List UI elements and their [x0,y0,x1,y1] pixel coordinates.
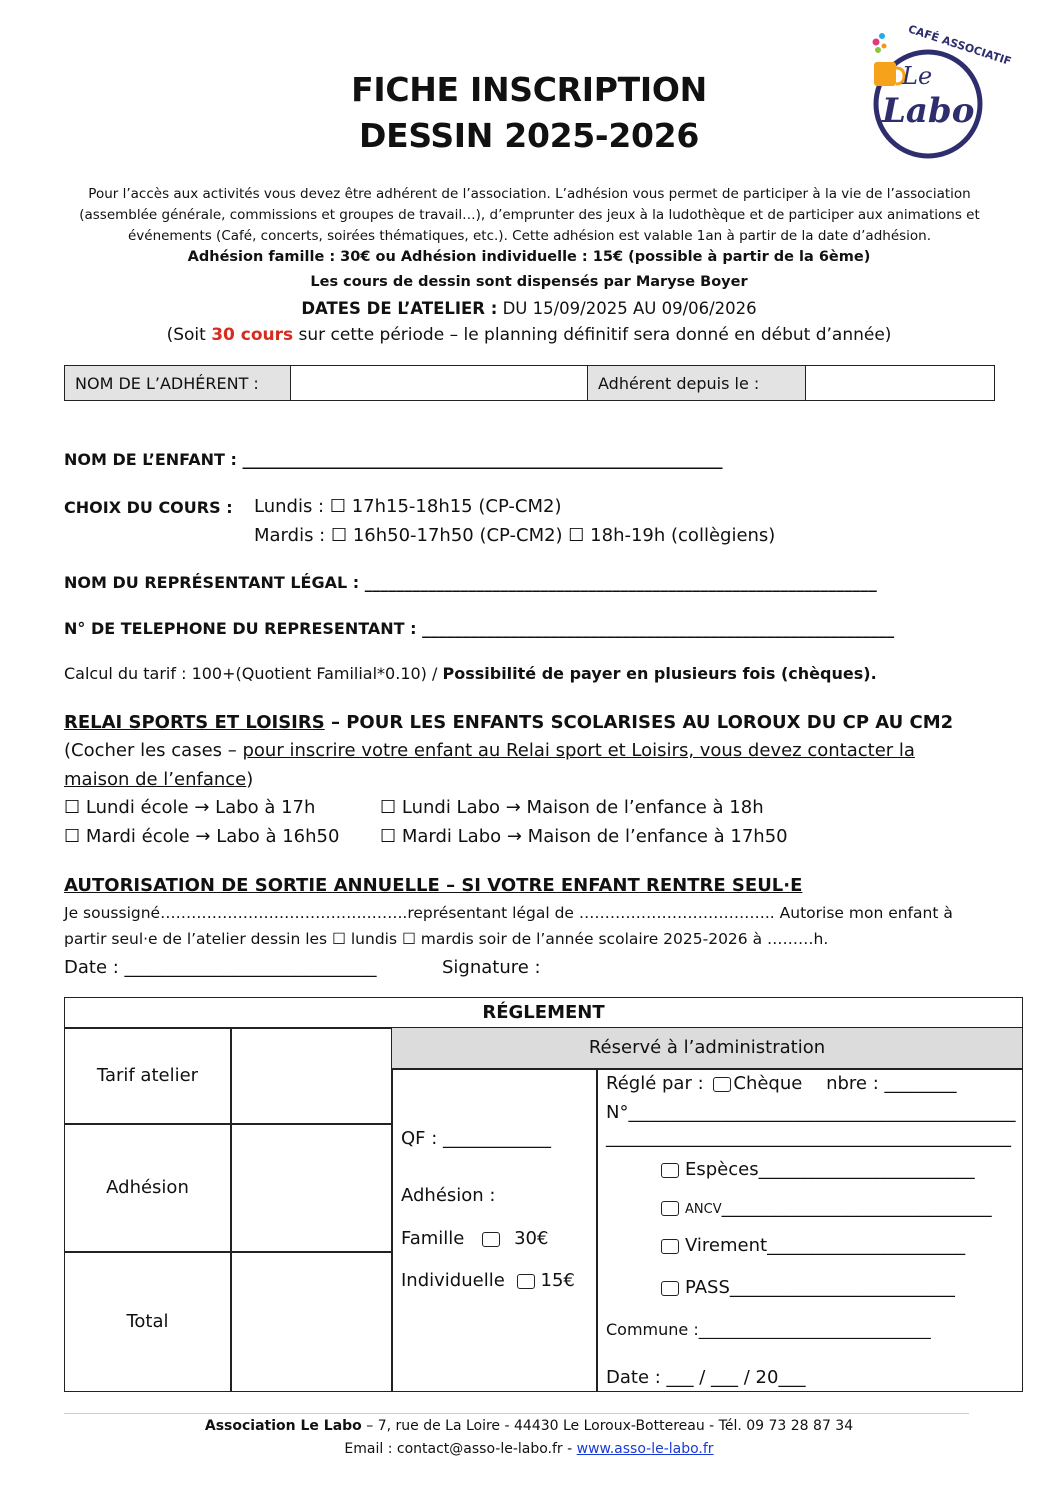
svg-text:Le: Le [902,62,933,90]
payment-ancv-option[interactable]: ANCV______________________________ [661,1197,992,1218]
relai-note-line2: maison de l’enfance) [64,769,254,790]
autorisation-line2[interactable]: partir seul·e de l’atelier dessin les ☐ lundis ☐ mardis soir de l’année scolaire 2025-2026 à ………h. [64,930,829,948]
payment-cheque-option[interactable]: Réglé par : Chèque nbre : ________ [606,1073,957,1094]
relai-heading: RELAI SPORTS ET LOISIRS – POUR LES ENFANTS SCOLARISES AU LOROUX DU CP AU CM2 [64,712,954,733]
course-count: (Soit 30 cours sur cette période – le planning définitif sera donné en début d’année) [166,325,892,345]
reglement-title: RÉGLEMENT [482,1002,605,1023]
member-name-label: NOM DE L’ADHÉRENT : [65,366,291,401]
row-total: Total [126,1311,169,1332]
page-title: FICHE INSCRIPTION [351,70,707,109]
course-option-monday[interactable]: Lundis : ☐ 17h15-18h15 (CP-CM2) [254,496,562,517]
row-tarif-atelier: Tarif atelier [96,1065,199,1086]
representative-name-field[interactable]: NOM DU REPRÉSENTANT LÉGAL : ________________________________________________________________ [64,573,877,592]
course-option-tuesday[interactable]: Mardis : ☐ 16h50-17h50 (CP-CM2) ☐ 18h-19h (collègiens) [254,525,776,546]
relai-option-monday-school[interactable]: ☐ Lundi école → Labo à 17h [64,797,316,818]
adhesion-individuelle-option[interactable]: Individuelle 15€ [401,1270,575,1291]
representative-phone-field[interactable]: N° DE TELEPHONE DU REPRESENTANT : ___________________________________________________________ [64,619,895,638]
payment-date-field[interactable]: Date : ___ / ___ / 20___ [606,1367,806,1388]
website-link[interactable]: www.asso-le-labo.fr [576,1441,714,1457]
footer-address: Association Le Labo – 7, rue de La Loire - 44430 Le Loroux-Bottereau - Tél. 09 73 28 87 34 [204,1418,854,1434]
checkbox-icon[interactable] [713,1077,731,1092]
relai-option-tuesday-school[interactable]: ☐ Mardi école → Labo à 16h50 [64,826,340,847]
checkbox-icon[interactable] [482,1232,500,1247]
checkbox-icon[interactable] [661,1281,679,1296]
checkbox-icon[interactable] [661,1201,679,1216]
payment-especes-option[interactable]: Espèces________________________ [661,1159,975,1180]
cheque-extra-line[interactable]: _____________________________________________ [606,1127,1011,1148]
member-name-field[interactable] [291,366,588,401]
autorisation-heading: AUTORISATION DE SORTIE ANNUELLE – SI VOTRE ENFANT RENTRE SEUL·E [64,875,803,896]
le-labo-logo [868,22,1013,156]
relai-option-monday-labo[interactable]: ☐ Lundi Labo → Maison de l’enfance à 18h [380,797,764,818]
svg-text:Labo: Labo [882,91,975,131]
relai-note-line1: (Cocher les cases – pour inscrire votre enfant au Relai sport et Loisirs, vous devez contacter la [64,740,915,761]
footer-divider [64,1413,969,1414]
qf-field[interactable]: QF : ____________ [401,1128,552,1149]
adhesion-famille-option[interactable]: Famille 30€ [401,1228,549,1249]
adhesion-prices: Adhésion famille : 30€ ou Adhésion individuelle : 15€ (possible à partir de la 6ème) [187,249,871,265]
footer-contact: Email : contact@asso-le-labo.fr - www.asso-le-labo.fr [344,1441,714,1457]
checkbox-icon[interactable] [517,1274,535,1289]
payment-pass-option[interactable]: PASS_________________________ [661,1277,955,1298]
cheque-number-field[interactable]: N°___________________________________________ [606,1102,1016,1123]
commune-field[interactable]: Commune :_____________________________ [606,1320,931,1339]
tarif-calculation: Calcul du tarif : 100+(Quotient Familial*0.10) / Possibilité de payer en plusieurs fois (chèques). [64,664,877,683]
adhesion-type-label: Adhésion : [401,1185,496,1206]
workshop-dates: DATES DE L’ATELIER : DU 15/09/2025 AU 09/06/2026 [301,299,757,318]
reglement-table [64,997,1023,1392]
autorisation-date-field[interactable]: Date : ____________________________ [64,957,377,978]
checkbox-icon[interactable] [661,1163,679,1178]
row-adhesion: Adhésion [106,1177,189,1198]
course-choice-label: CHOIX DU COURS : [64,498,233,517]
member-table [64,365,995,401]
member-since-field[interactable] [806,366,995,401]
autorisation-signature-label: Signature : [442,957,541,978]
relai-option-tuesday-labo[interactable]: ☐ Mardi Labo → Maison de l’enfance à 17h50 [380,826,788,847]
child-name-field[interactable]: NOM DE L’ENFANT : ____________________________________________________________ [64,450,723,469]
page-subtitle: DESSIN 2025-2026 [359,116,699,155]
payment-virement-option[interactable]: Virement______________________ [661,1235,965,1256]
teacher-line: Les cours de dessin sont dispensés par Maryse Boyer [310,274,748,290]
admin-header: Réservé à l’administration [588,1037,826,1058]
member-since-label: Adhérent depuis le : [588,366,806,401]
intro-paragraph: Pour l’accès aux activités vous devez être adhérent de l’association. L’adhésion vous permet de participer à la vie de l’association (assemblée générale, commissions et groupes de travail…), d’emprunter des jeux à la ludothèque et de participer aux animations et événements (Café, concerts, soirées thématiques, etc.). Cette adhésion est valable 1an à partir de la date d’adhésion. [79,186,980,244]
svg-text:CAFÉ ASSOCIATIF: CAFÉ ASSOCIATIF [906,22,1013,69]
autorisation-line1[interactable]: Je soussigné………………………………….……..représentant légal de ……………………………….. Autorise mon enfant à [64,904,953,922]
checkbox-icon[interactable] [661,1239,679,1254]
